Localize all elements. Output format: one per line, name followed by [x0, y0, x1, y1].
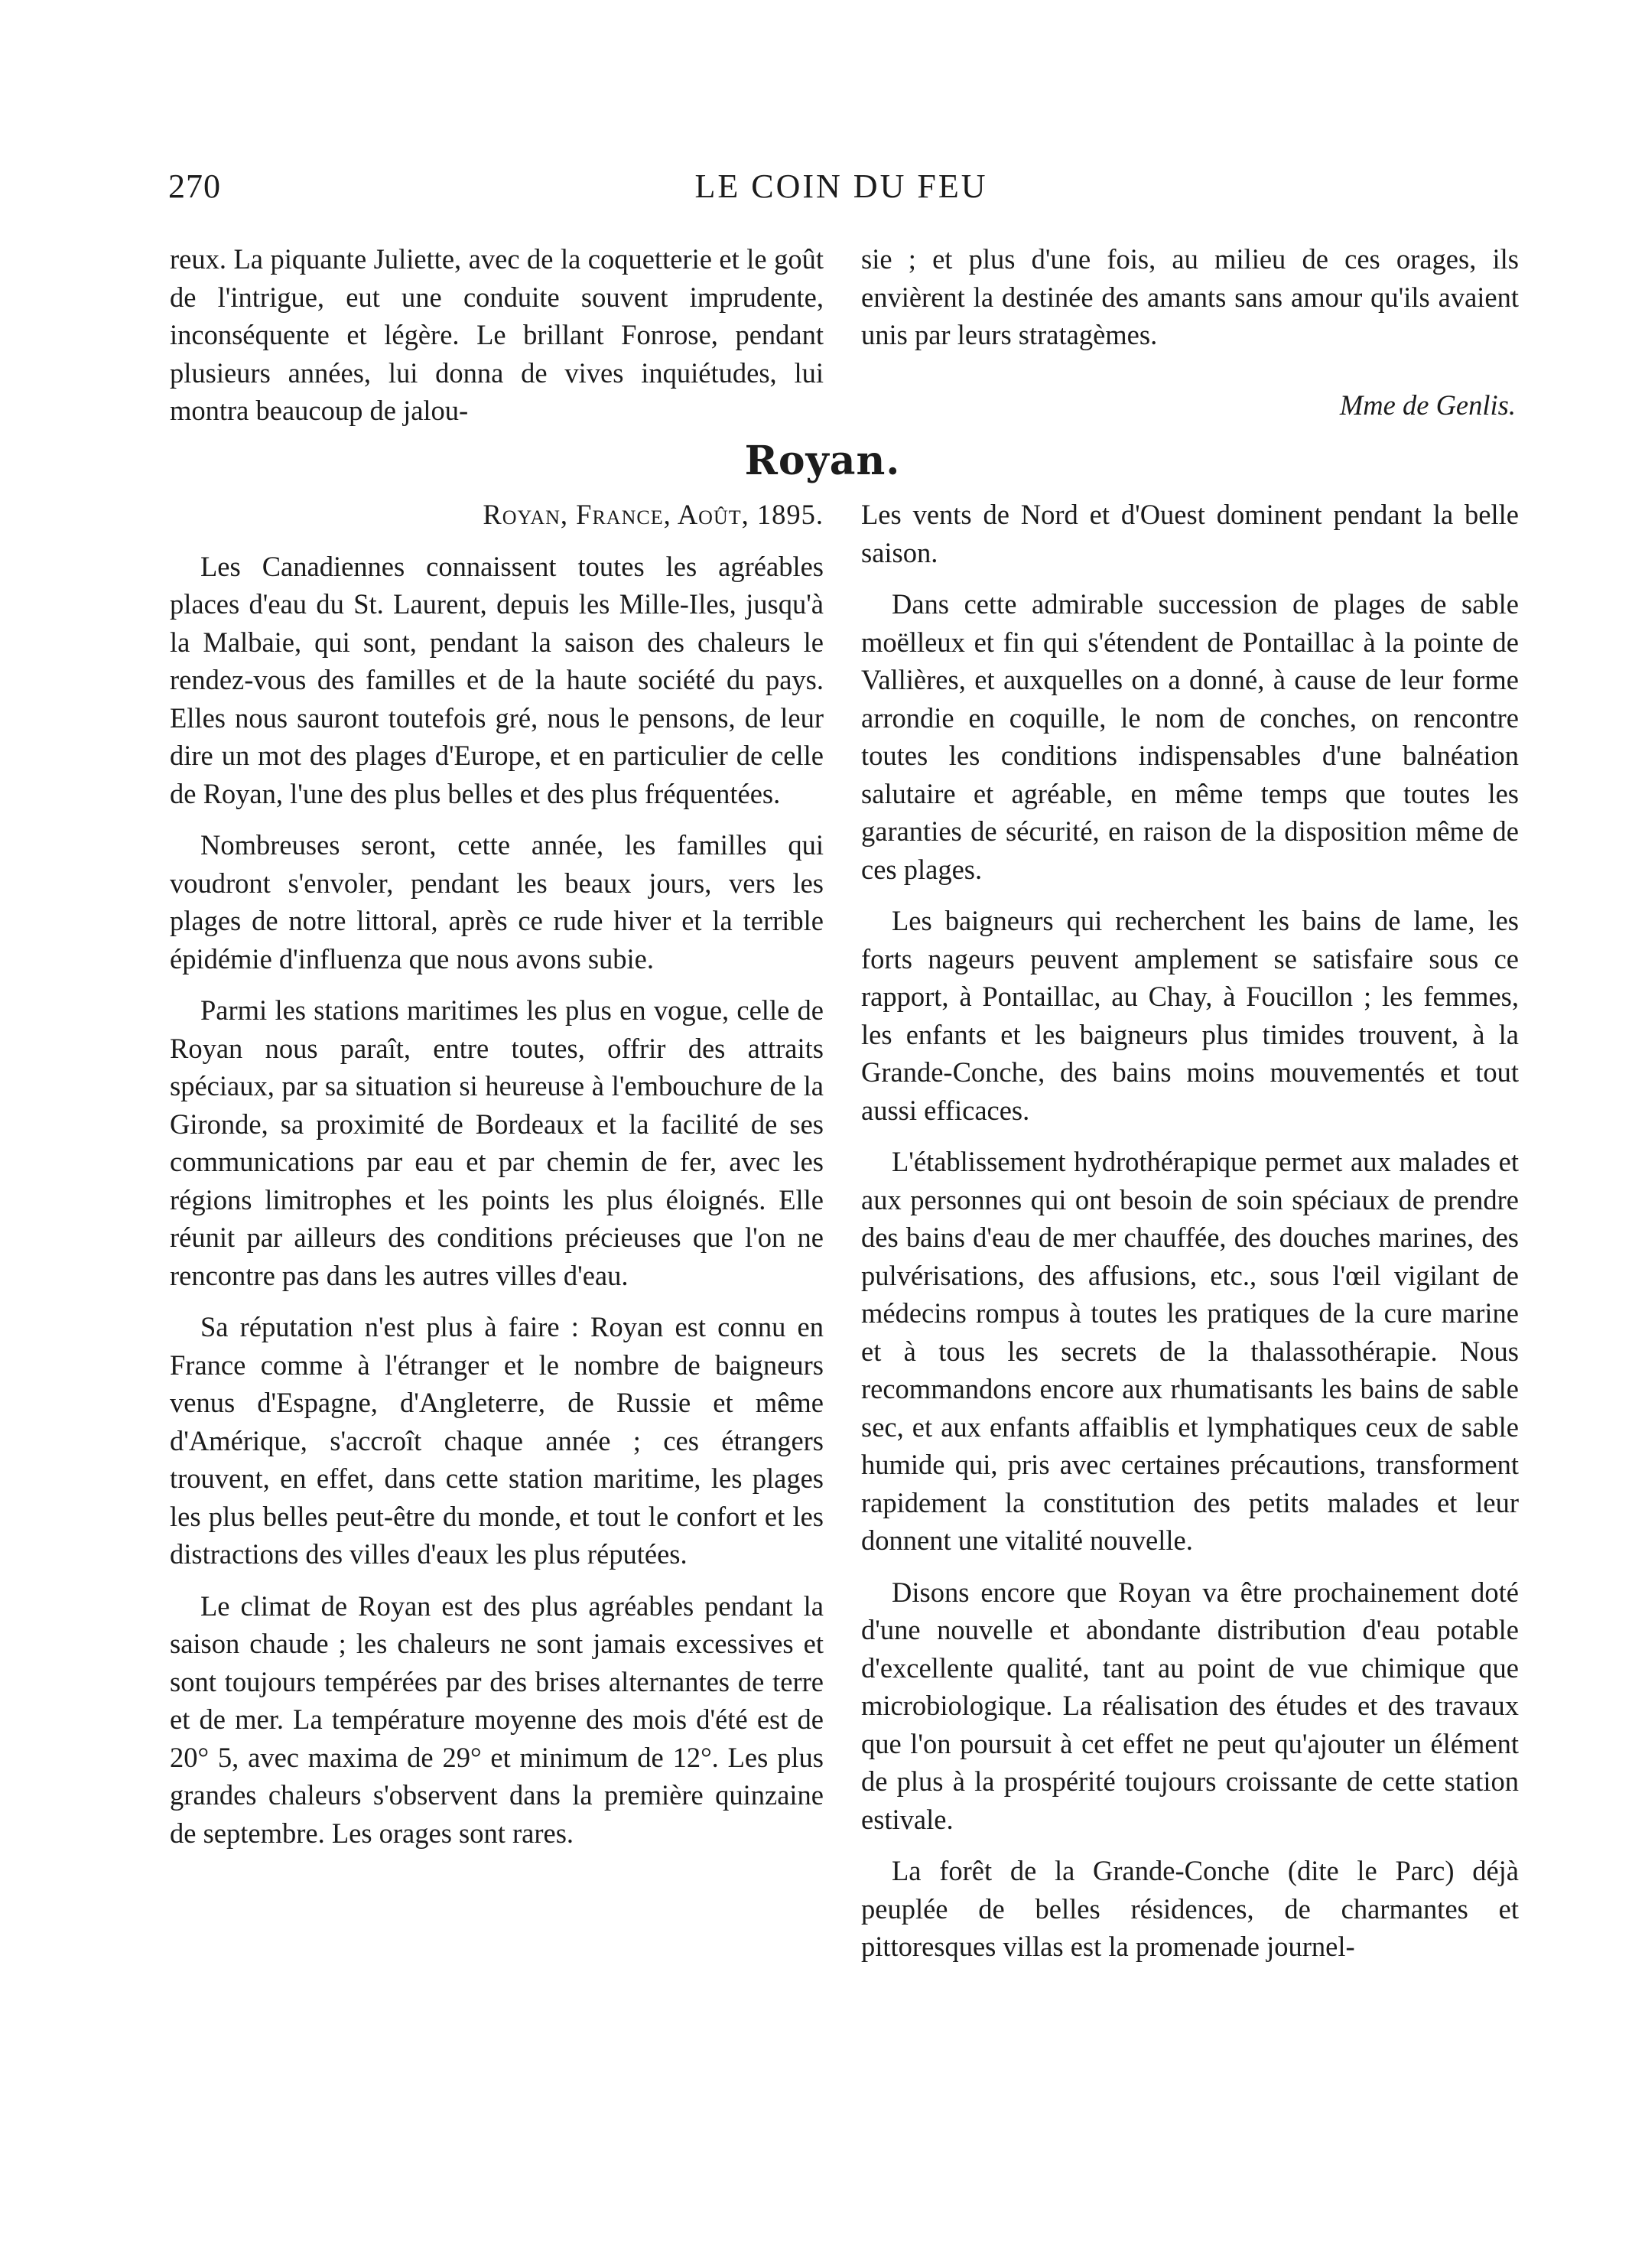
article-paragraph: Sa réputation n'est plus à faire : Royan est connu en France comme à l'étranger et le nombre de baigneurs venus d'Espagne, d'Angleterre, de Russie et même d'Amérique, s'accroît chaque année ; ces étrangers trouvent, en effet, dans cette station maritime, les plages les plus belles peut-être du monde, et tout le confort et les distractions des villes d'eaux les plus réputées.	[170, 1311, 824, 1570]
article-paragraph: Dans cette admirable succession de plages de sable moëlleux et fin qui s'étendent de Pontaillac à la pointe de Vallières, et auxquelles on a donné, à cause de leur forme arrondie en coquille, le nom de conches, on rencontre toutes les conditions indispensables d'une balnéation salutaire et agréable, en même temps que toutes les garanties de sécurité, en raison de la disposition même de ces plages.	[861, 588, 1519, 885]
previous-article-right-column	[861, 240, 1519, 424]
article-left-column	[170, 496, 824, 1866]
article-paragraph: L'établissement hydrothérapique permet aux malades et aux personnes qui ont besoin de soin spéciaux de prendre des bains d'eau de mer chauffée, des douches marines, des pulvérisations, des affusions, etc., sous l'œil vigilant de médecins rompus à toutes les pratiques de la cure marine et à tous les secrets de la thalassothérapie. Nous recommandons encore aux rhumatisants les bains de sable sec, et aux enfants affaiblis et lymphatiques ceux de sable humide qui, pris avec certaines précautions, transforment rapidement la constitution des petits malades et leur donnent une vitalité nouvelle.	[861, 1146, 1519, 1556]
article-paragraph: Le climat de Royan est des plus agréables pendant la saison chaude ; les chaleurs ne sont jamais excessives et sont toujours tempérées par des brises alternantes de terre et de mer. La température moyenne des mois d'été est de 20° 5, avec maxima de 29° et minimum de 12°. Les plus grandes chaleurs s'observent dans la première quinzaine de septembre. Les orages sont rares.	[170, 1590, 824, 1849]
page-header	[168, 167, 1514, 213]
previous-article-paragraph: sie ; et plus d'une fois, au milieu de ces orages, ils envièrent la destinée des amants sans amour qu'ils avaient unis par leurs stratagèmes.	[861, 243, 1519, 350]
author-signature: Mme de Genlis.	[1339, 389, 1516, 421]
page-number: 270	[168, 168, 221, 205]
article-right-column	[861, 496, 1519, 1980]
article-title: Royan.	[744, 438, 901, 484]
article-paragraph: Les baigneurs qui recherchent les bains de lame, les forts nageurs peuvent amplement se satisfaire sous ce rapport, à Pontaillac, au Chay, à Foucillon ; les femmes, les enfants et les baigneurs plus timides trouvent, à la Grande-Conche, des bains moins mouvementés et tout aussi efficaces.	[861, 905, 1519, 1126]
article-paragraph: Les vents de Nord et d'Ouest dominent pendant la belle saison.	[861, 499, 1519, 568]
article-dateline: Royan, France, Août, 1895.	[483, 499, 824, 530]
article-paragraph: La forêt de la Grande-Conche (dite le Parc) déjà peuplée de belles résidences, de charmantes et pittoresques villas est la promenade journel-	[861, 1855, 1519, 1962]
previous-article-left-column	[170, 240, 824, 444]
running-title: LE COIN DU FEU	[694, 168, 988, 205]
article-paragraph: Nombreuses seront, cette année, les familles qui voudront s'envoler, pendant les beaux jours, vers les plages de notre littoral, après ce rude hiver et la terrible épidémie d'influenza que nous avons subie.	[170, 829, 824, 975]
article-paragraph: Parmi les stations maritimes les plus en vogue, celle de Royan nous paraît, entre toutes, offrir des attraits spéciaux, par sa situation si heureuse à l'embouchure de la Gironde, sa proximité de Bordeaux et la facilité de ses communications par eau et par chemin de fer, avec les régions limitrophes et les points les plus éloignés. Elle réunit par ailleurs des conditions précieuses que l'on ne rencontre pas dans les autres villes d'eau.	[170, 994, 824, 1291]
article-paragraph: Les Canadiennes connaissent toutes les agréables places d'eau du St. Laurent, depuis les Mille-Iles, jusqu'à la Malbaie, qui sont, pendant la saison des chaleurs le rendez-vous des familles et de la haute société du pays. Elles nous sauront toutefois gré, nous le pensons, de leur dire un mot des plages d'Europe, et en particulier de celle de Royan, l'une des plus belles et des plus fréquentées.	[170, 550, 824, 809]
previous-article-paragraph: reux. La piquante Juliette, avec de la coquetterie et le goût de l'intrigue, eut une conduite souvent imprudente, inconséquente et légère. Le brillant Fonrose, pendant plusieurs années, lui donna de vives inquiétudes, lui montra beaucoup de jalou-	[170, 243, 824, 426]
article-paragraph: Disons encore que Royan va être prochainement doté d'une nouvelle et abondante distribution d'eau potable d'excellente qualité, tant au point de vue chimique que microbiologique. La réalisation des études et des travaux que l'on poursuit à cet effet ne peut qu'ajouter un élément de plus à la prospérité toujours croissante de cette station estivale.	[861, 1576, 1519, 1835]
